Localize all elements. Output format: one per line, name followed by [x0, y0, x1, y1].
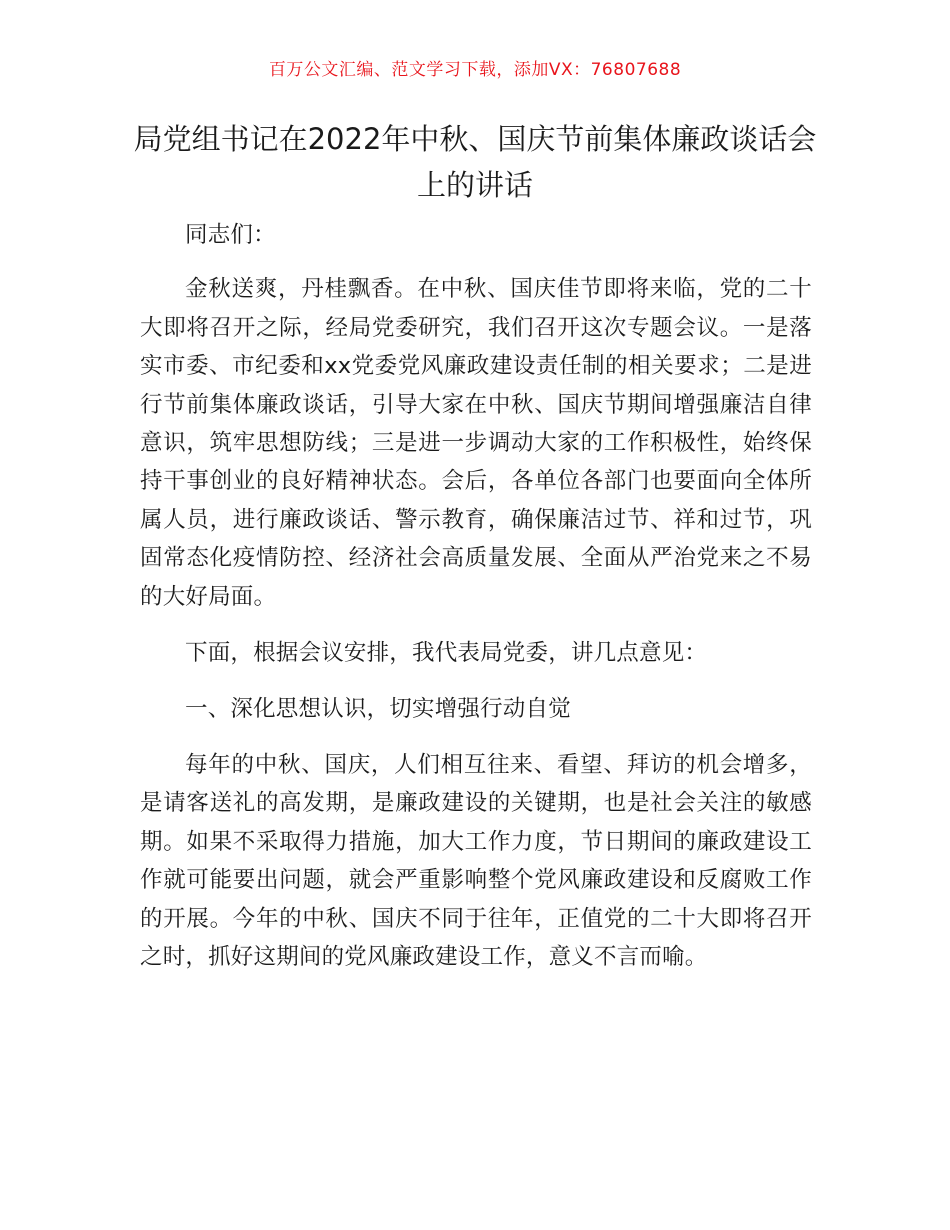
salutation: 同志们：: [185, 222, 276, 248]
body-paragraph: 金秋送爽，丹桂飘香。在中秋、国庆佳节即将来临，党的二十大即将召开之际，经局党委研究，我们召开这次专题会议。一是落实市委、市纪委和xx党委党风廉政建设责任制的相关要求；二是进行节前集体廉政谈话，引导大家在中秋、国庆节期间增强廉洁自律意识，筑牢思想防线；三是进一步调动大家的工作积极性，始终保持干事创业的良好精神状态。会后，各单位各部门也要面向全体所属人员，进行廉政谈话、警示教育，确保廉洁过节、祥和过节，巩固常态化疫情防控、经济社会高质量发展、全面从严治党来之不易的大好局面。: [140, 276, 812, 610]
section-heading: 一、深化思想认识，切实增强行动自觉: [185, 696, 571, 723]
header-contact-note: 百万公文汇编、范文学习下载，添加VX：76807688: [268, 60, 682, 80]
document-body: [140, 216, 812, 994]
body-paragraph: 每年的中秋、国庆，人们相互往来、看望、拜访的机会增多，是请客送礼的高发期，是廉政建设的关键期，也是社会关注的敏感期。如果不采取得力措施，加大工作力度，节日期间的廉政建设工作就可能要出问题，就会严重影响整个党风廉政建设和反腐败工作的开展。今年的中秋、国庆不同于往年，正值党的二十大即将召开之时，抓好这期间的党风廉政建设工作，意义不言而喻。: [140, 751, 812, 970]
document-title: 局党组书记在2022年中秋、国庆节前集体廉政谈话会上的讲话: [133, 122, 817, 202]
body-paragraph: 下面，根据会议安排，我代表局党委，讲几点意见：: [185, 640, 708, 667]
